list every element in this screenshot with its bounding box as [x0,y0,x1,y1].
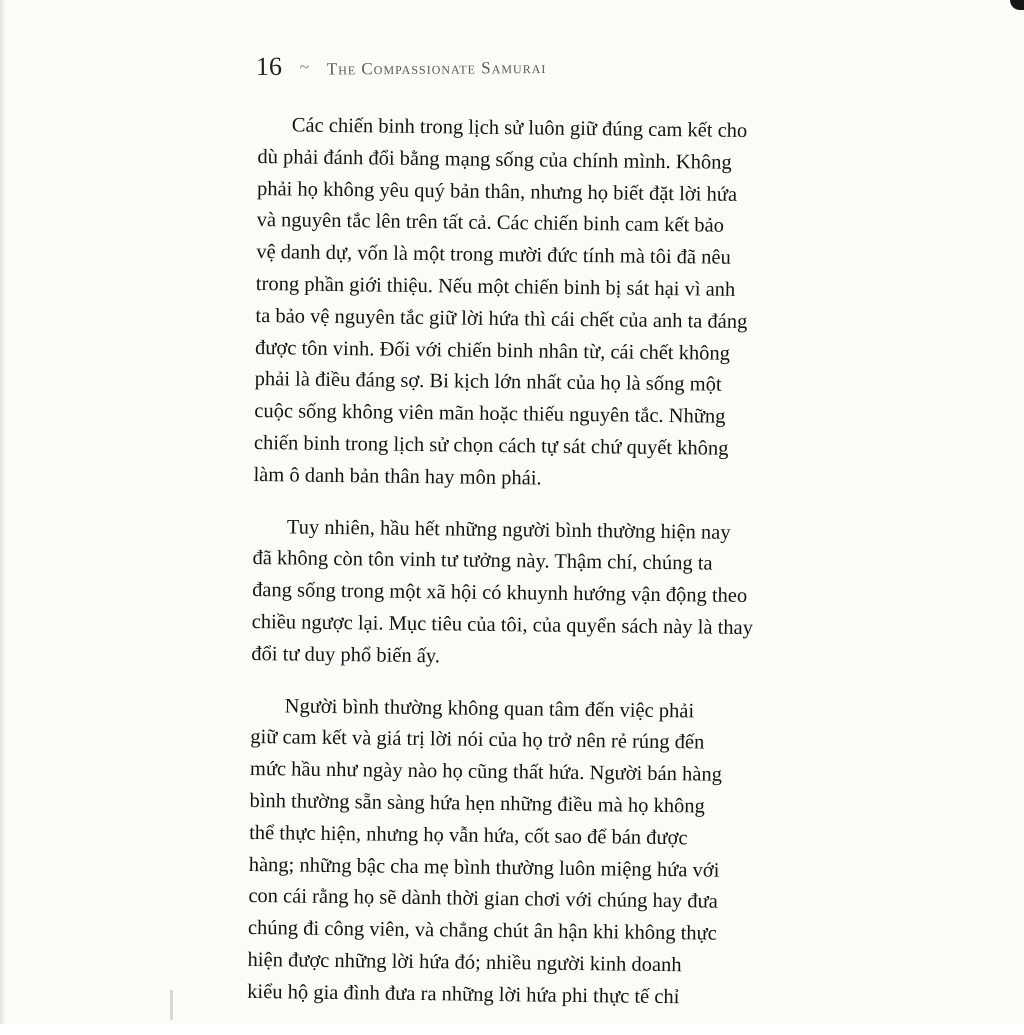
text-line: dù phải đánh đổi bằng mạng sống của chính mình. Không [257,145,732,174]
text-line: được tôn vinh. Đối với chiến binh nhân từ, cái chết không [254,336,731,365]
text-line: hàng; những bậc cha mẹ bình thường luôn miệng hứa với [248,853,720,882]
text-line: chiến binh trong lịch sử chọn cách tự sát chứ quyết không [253,431,729,460]
text-line: đổi tư duy phổ biến ấy. [251,642,441,668]
text-line: đã không còn tôn vinh tư tưởng này. Thậm chí, chúng ta [252,547,713,575]
paragraph [247,691,811,1016]
text-line: phải là điều đáng sợ. Bi kịch lớn nhất của họ là sống một [254,368,722,397]
text-line: giữ cam kết và giá trị lời nói của họ trở nên rẻ rúng đến [250,726,705,754]
text-line: bình thường sẵn sàng hứa hẹn những điều mà họ không [249,789,705,818]
scan-smudge [170,990,173,1020]
text-line: ta bảo vệ nguyên tắc giữ lời hứa thì cái chết của anh ta đáng [255,304,748,333]
text-line: chiều ngược lại. Mục tiêu của tôi, của quyển sách này là thay [251,610,754,640]
body-text [247,110,818,1035]
text-line: kiểu hộ gia đình đưa ra những lời hứa phi thực tế chỉ [247,980,680,1008]
corner-mark [1010,0,1024,10]
text-line: hiện được những lời hứa đó; nhiều người kinh doanh [247,948,682,977]
text-line: chúng đi công viên, và chẳng chút ân hận khi không thực [247,917,717,945]
text-line: và nguyên tắc lên trên tất cả. Các chiến binh cam kết bảo [256,209,725,238]
page-edge-shadow [0,0,6,1024]
text-line: Người bình thường không quan tâm đến việc phải [284,694,695,722]
page-number: 16 [255,51,283,81]
text-line: Tuy nhiên, hầu hết những người bình thường hiện nay [286,515,731,544]
text-line: Các chiến binh trong lịch sử luôn giữ đúng cam kết cho [291,114,748,142]
text-line: phải họ không yêu quý bản thân, nhưng họ biết đặt lời hứa [256,177,738,206]
paragraph [251,512,813,678]
text-line: thể thực hiện, nhưng họ vẫn hứa, cốt sao để bán được [249,821,688,850]
text-line: làm ô danh bản thân hay môn phái. [253,463,542,490]
text-line: vệ danh dự, vốn là một trong mười đức tính mà tôi đã nêu [256,241,731,269]
text-line: đang sống trong một xã hội có khuynh hướng vận động theo [251,579,748,608]
paragraph [253,110,818,498]
header-separator: ~ [299,56,310,77]
book-title: The Compassionate Samurai [326,57,547,79]
text-line: cuộc sống không viên mãn hoặc thiếu nguyên tắc. Những [254,400,726,428]
text-line: trong phần giới thiệu. Nếu một chiến binh bị sát hại vì anh [255,272,736,301]
running-head [256,50,547,82]
text-line: con cái rằng họ sẽ dành thời gian chơi với chúng hay đưa [248,885,718,914]
text-line: mức hầu như ngày nào họ cũng thất hứa. Người bán hàng [249,758,723,786]
